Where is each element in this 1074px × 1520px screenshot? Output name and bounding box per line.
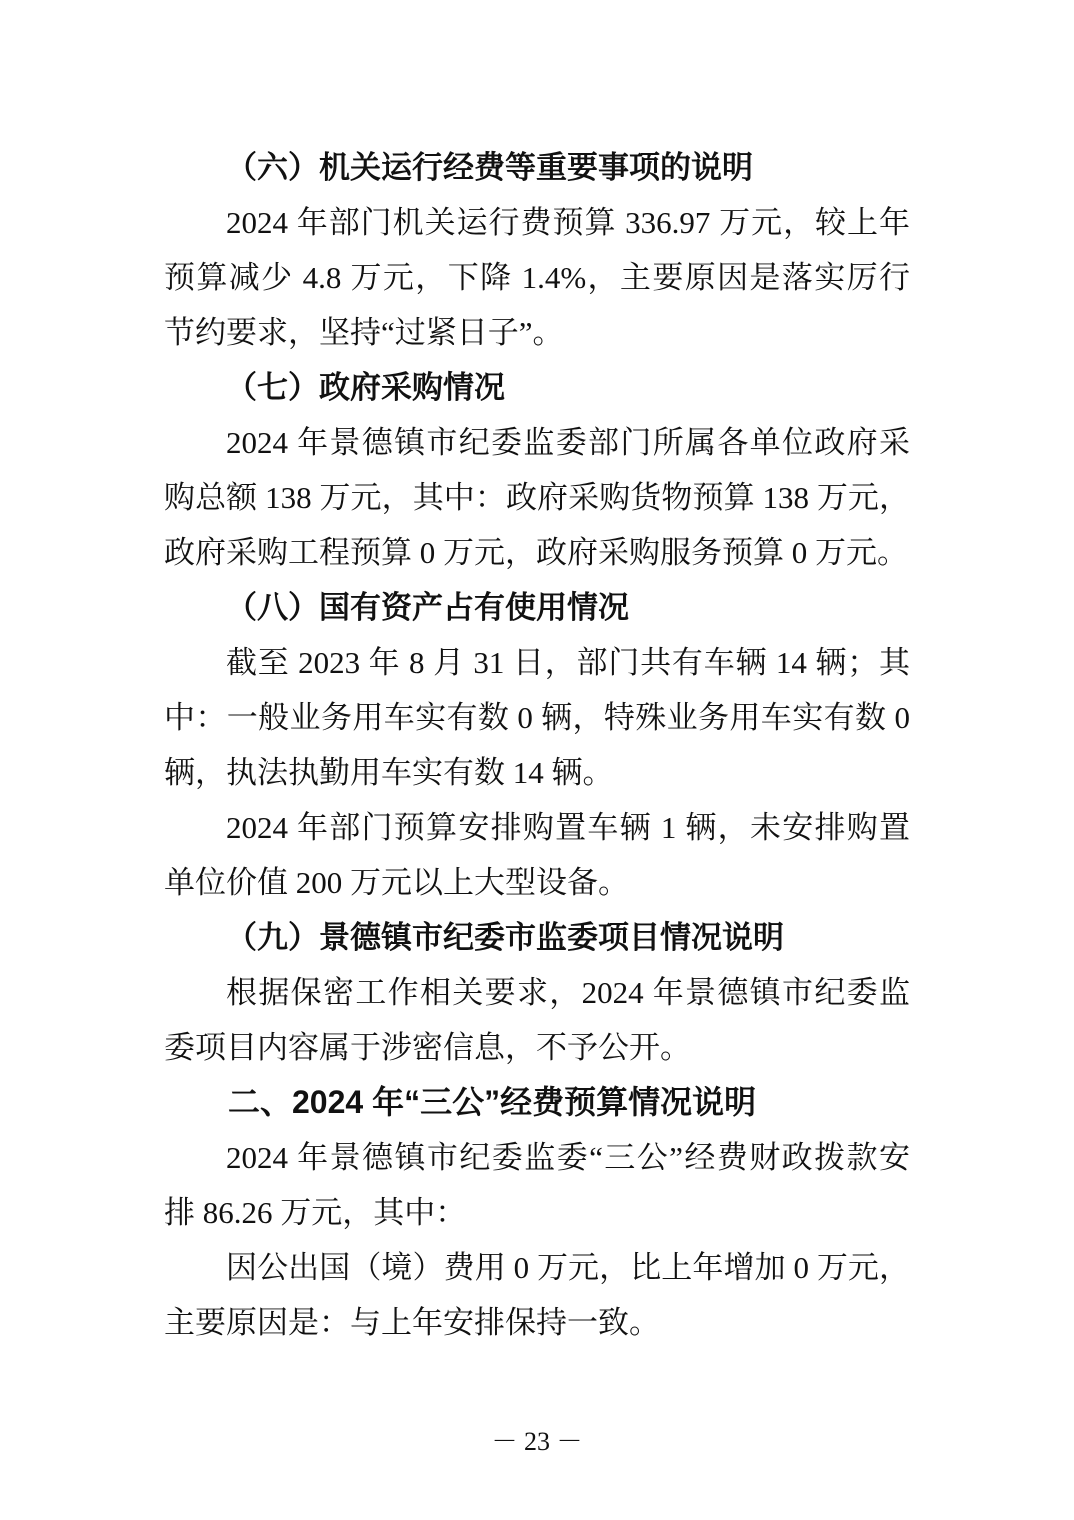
page-number: － 23 － [491, 1427, 583, 1456]
section-heading: 二、2024 年“三公”经费预算情况说明 [228, 1084, 757, 1120]
section-heading: （九）景德镇市纪委市监委项目情况说明 [226, 920, 784, 955]
section-heading: （七）政府采购情况 [226, 370, 505, 405]
paragraph: 2024 年景德镇市纪委监委“三公”经费财政拨款安排 86.26 万元，其中： [164, 1140, 910, 1230]
paragraph: 截至 2023 年 8 月 31 日，部门共有车辆 14 辆；其中：一般业务用车实有数 0 辆，特殊业务用车实有数 0 辆，执法执勤用车实有数 14 辆。 [164, 645, 910, 790]
paragraph: 因公出国（境）费用 0 万元，比上年增加 0 万元，主要原因是：与上年安排保持一致。 [164, 1250, 910, 1340]
paragraph: 2024 年部门预算安排购置车辆 1 辆，未安排购置单位价值 200 万元以上大型设备。 [164, 810, 910, 900]
document-body [164, 140, 910, 1350]
paragraph: 2024 年部门机关运行费预算 336.97 万元，较上年预算减少 4.8 万元，下降 1.4%，主要原因是落实厉行节约要求，坚持“过紧日子”。 [164, 205, 910, 350]
paragraph: 根据保密工作相关要求，2024 年景德镇市纪委监委项目内容属于涉密信息，不予公开。 [164, 975, 910, 1065]
section-heading: （八）国有资产占有使用情况 [226, 590, 629, 625]
paragraph: 2024 年景德镇市纪委监委部门所属各单位政府采购总额 138 万元，其中：政府采购货物预算 138 万元，政府采购工程预算 0 万元，政府采购服务预算 0 万元。 [164, 425, 910, 570]
section-heading: （六）机关运行经费等重要事项的说明 [226, 150, 753, 185]
